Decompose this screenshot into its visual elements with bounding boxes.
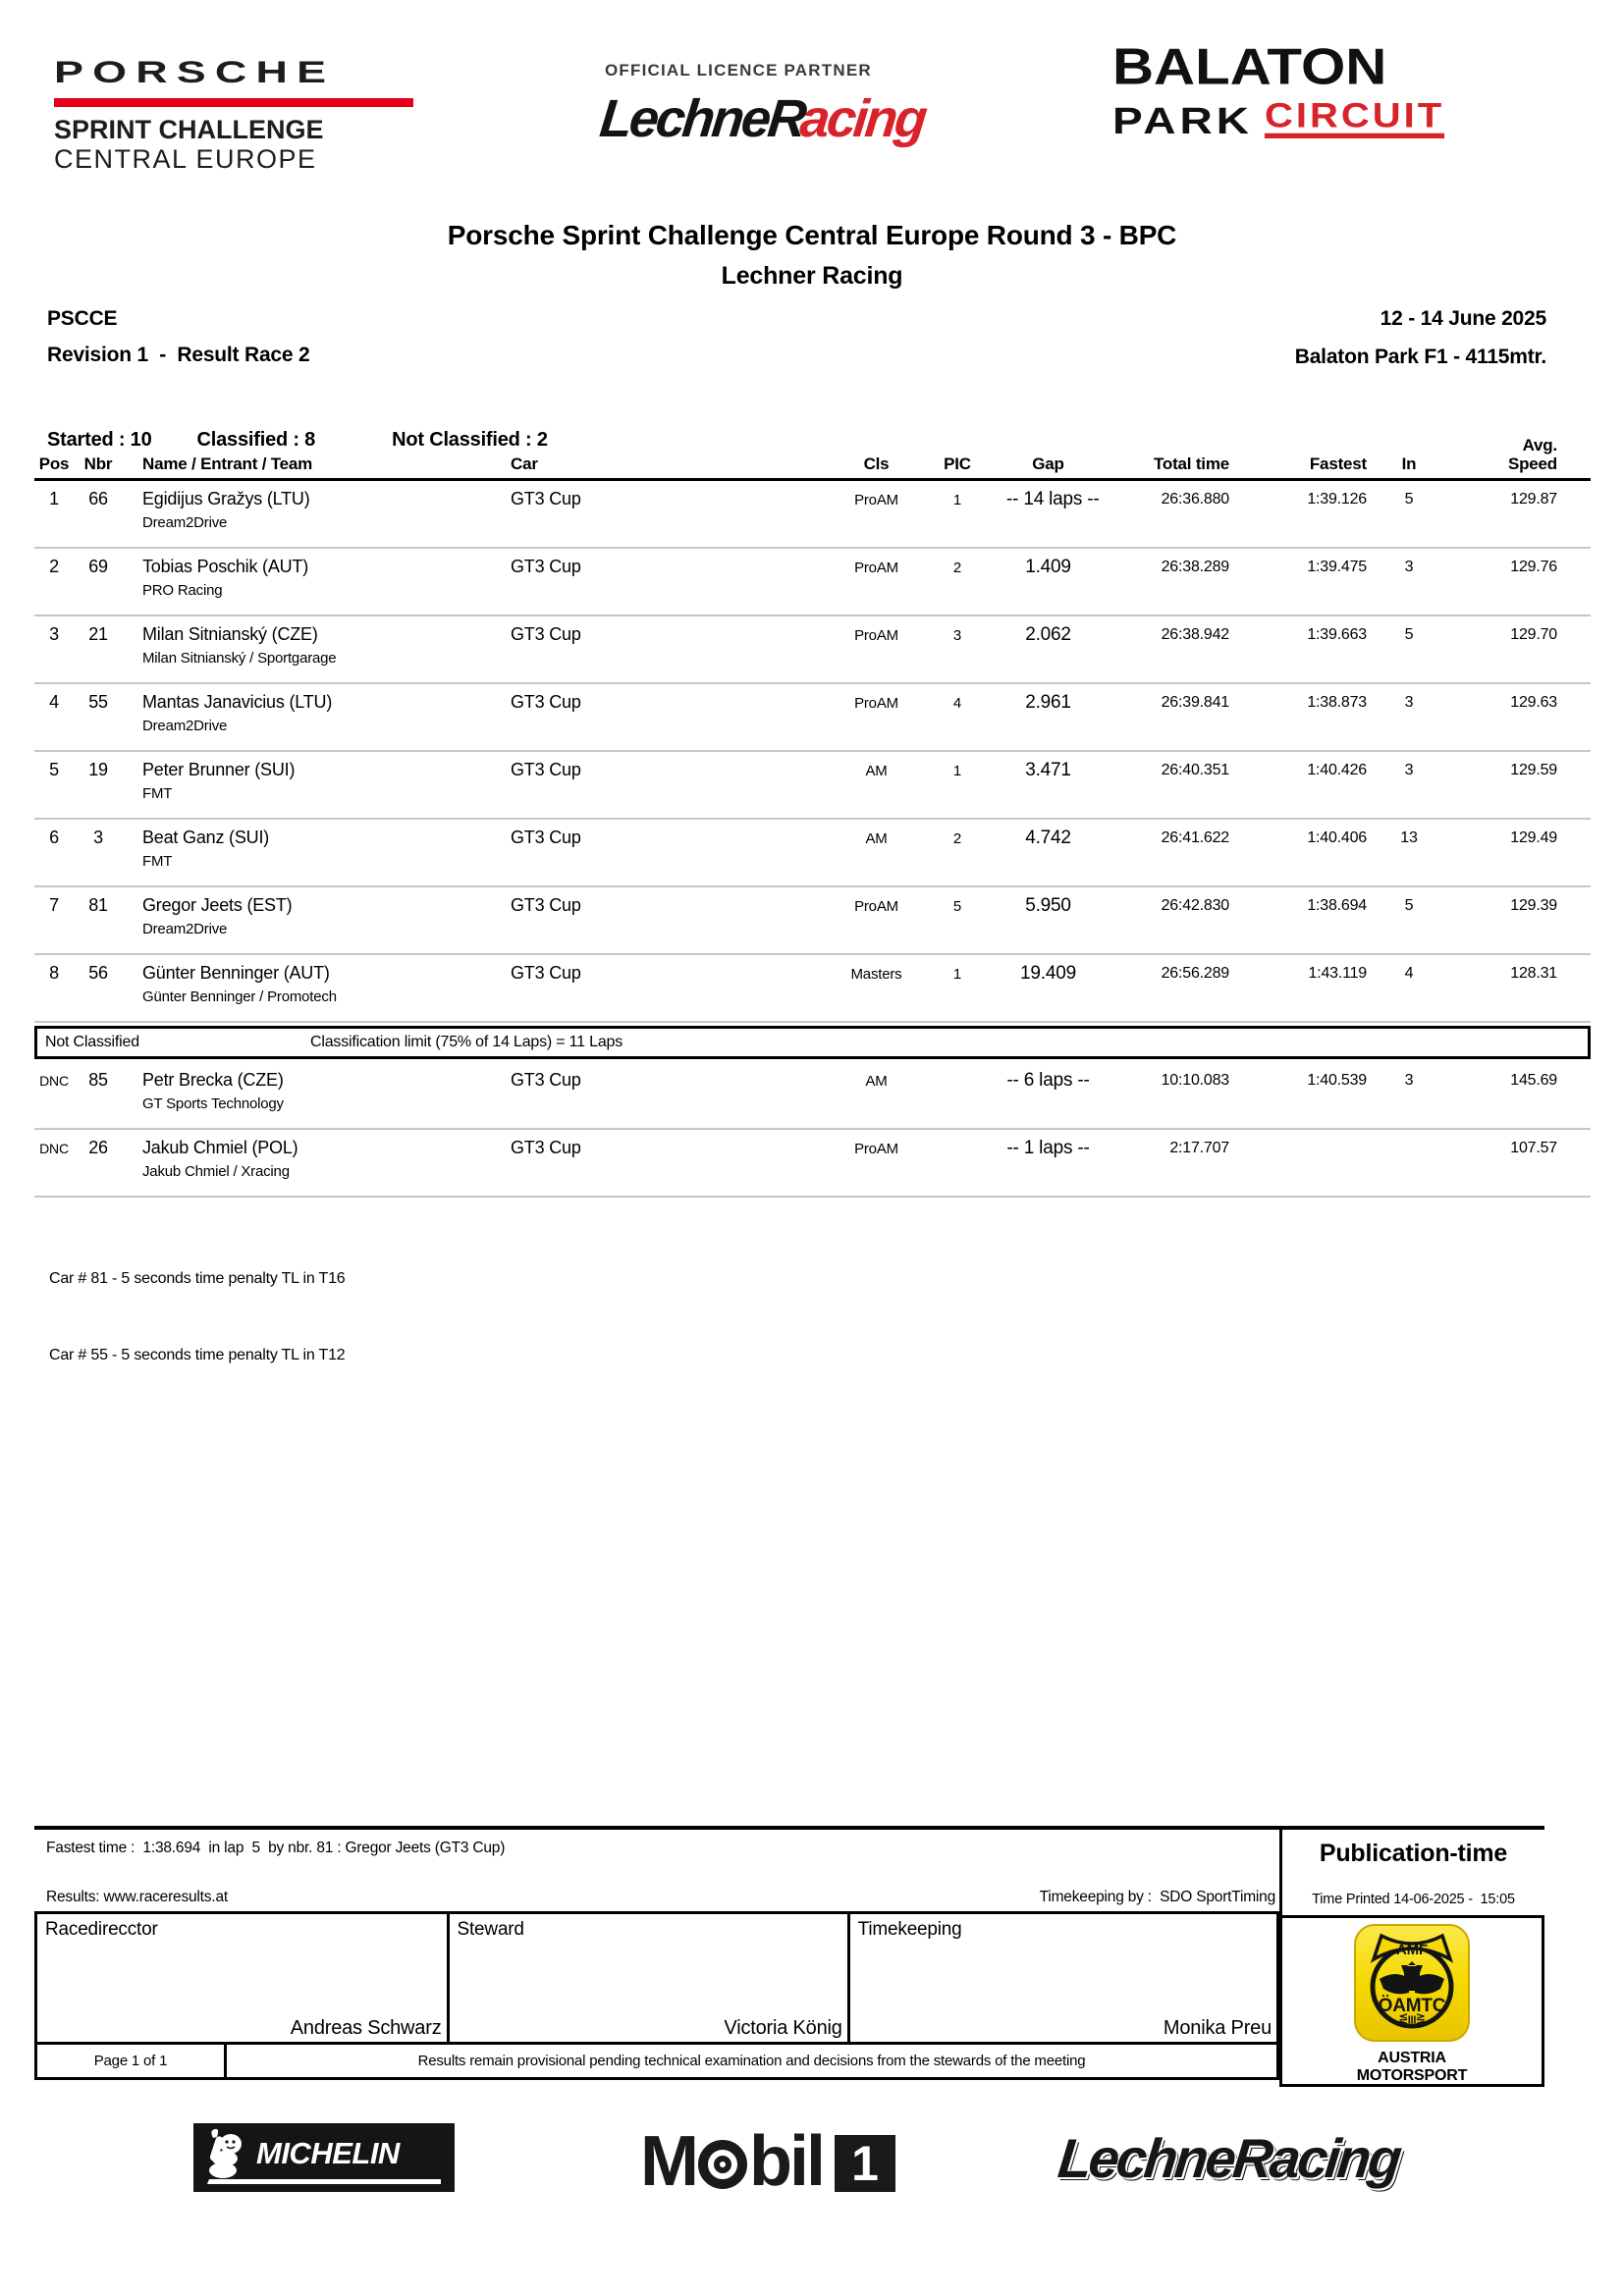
cell-gap: -- 6 laps --	[1006, 1070, 1090, 1091]
team-name: Milan Sitnianský / Sportgarage	[142, 650, 337, 667]
cell-total-time: 26:40.351	[1161, 762, 1229, 778]
cell-class: AM	[865, 763, 888, 779]
table-row	[34, 955, 1591, 1023]
cell-fastest-lap: 1:39.475	[1307, 559, 1367, 575]
svg-text:⋚III⋛: ⋚III⋛	[1398, 2014, 1426, 2026]
cell-fastest-lap-number: 3	[1404, 559, 1414, 575]
results-url: Results: www.raceresults.at	[46, 1889, 228, 1905]
motorsport-label: MOTORSPORT	[1356, 2067, 1468, 2084]
driver-name: Peter Brunner (SUI)	[142, 760, 296, 779]
cell-position-in-class: 1	[952, 763, 962, 779]
driver-name: Milan Sitnianský (CZE)	[142, 624, 318, 644]
cell-position-in-class: 4	[952, 695, 962, 712]
timekeeping-by-label: Timekeeping by : SDO SportTiming	[1039, 1889, 1275, 1905]
page-subtitle: Lechner Racing	[721, 262, 903, 290]
cell-driver-team	[123, 624, 501, 667]
cell-fastest-lap: 1:40.406	[1307, 829, 1367, 846]
cell-fastest-lap: 1:40.426	[1307, 762, 1367, 778]
cell-driver-team	[123, 828, 501, 870]
balaton-circuit-wordmark: CIRCUIT	[1265, 99, 1444, 138]
table-row	[34, 820, 1591, 887]
cell-car-number: 66	[88, 489, 108, 508]
cell-gap: 2.062	[1025, 624, 1071, 645]
cell-position-in-class	[908, 1138, 1006, 1180]
mobil-m: M	[640, 2122, 696, 2201]
cell-class: ProAM	[854, 560, 898, 576]
cell-gap: -- 14 laps --	[1006, 489, 1100, 509]
page-footer-row	[34, 2045, 1279, 2080]
cell-fastest-lap-number: 5	[1404, 897, 1414, 914]
cell-position-in-class: 3	[952, 627, 962, 644]
mobil-o-icon	[698, 2140, 747, 2189]
lechner-logo-black-part: LechneR	[597, 89, 807, 148]
cell-driver-team	[123, 489, 501, 531]
cell-car-model: GT3 Cup	[511, 963, 581, 983]
michelin-underline	[219, 2179, 441, 2184]
michelin-man-icon	[201, 2128, 252, 2187]
cell-class: ProAM	[854, 1141, 898, 1157]
provisional-disclaimer: Results remain provisional pending technical examination and decisions from the stewards of the meeting	[417, 2053, 1086, 2069]
table-row	[34, 1130, 1591, 1198]
driver-name: Beat Ganz (SUI)	[142, 828, 270, 847]
driver-name: Mantas Janavicius (LTU)	[142, 692, 333, 712]
revision-result-label: Revision 1 - Result Race 2	[47, 344, 310, 366]
publication-block	[1279, 1830, 1544, 2087]
timekeeping-name: Monika Preu	[1163, 2017, 1272, 2039]
header-in: In	[1401, 454, 1417, 473]
stat-not-classified: Not Classified : 2	[392, 429, 548, 451]
cell-fastest-lap: 1:38.694	[1307, 897, 1367, 914]
page-number: Page 1 of 1	[37, 2045, 227, 2077]
signature-timekeeping-cell	[847, 1914, 1276, 2042]
team-name: GT Sports Technology	[142, 1095, 284, 1112]
cell-driver-team	[123, 760, 501, 802]
cell-total-time: 26:39.841	[1161, 694, 1229, 711]
cell-position: 2	[49, 557, 59, 576]
cell-class: AM	[865, 1073, 888, 1090]
cell-total-time: 26:56.289	[1161, 965, 1229, 982]
cell-position: 5	[49, 760, 59, 779]
cell-driver-team	[123, 692, 501, 734]
lechner-racing-bottom-logo: LechneRacing	[1055, 2127, 1403, 2189]
fastest-time-summary: Fastest time : 1:38.694 in lap 5 by nbr. 81 : Gregor Jeets (GT3 Cup)	[46, 1840, 506, 1856]
classification-limit-rule: Classification limit (75% of 14 Laps) = 11 Laps	[310, 1034, 623, 1050]
table-row	[34, 752, 1591, 820]
signature-racedirector-cell	[37, 1914, 447, 2042]
cell-car-model: GT3 Cup	[511, 624, 581, 644]
cell-position-in-class	[908, 1070, 1006, 1112]
cell-fastest-lap-number: 4	[1404, 965, 1414, 982]
cell-class: ProAM	[854, 695, 898, 712]
cell-driver-team	[123, 557, 501, 599]
cell-car-number: 3	[93, 828, 103, 847]
driver-name: Egidijus Gražys (LTU)	[142, 489, 310, 508]
table-row	[34, 887, 1591, 955]
cell-fastest-lap-number: 5	[1404, 491, 1414, 507]
cell-gap: -- 1 laps --	[1006, 1138, 1090, 1158]
table-row	[34, 1062, 1591, 1130]
cell-position: 6	[49, 828, 59, 847]
cell-gap: 5.950	[1025, 895, 1071, 916]
balaton-park-circuit-logo	[1112, 37, 1596, 142]
cell-car-number: 81	[88, 895, 108, 915]
header-nbr: Nbr	[83, 454, 113, 473]
footer-left-block	[34, 1830, 1279, 2087]
cell-position: DNC	[39, 1141, 69, 1156]
porsche-red-bar	[54, 98, 413, 107]
cell-class: ProAM	[854, 492, 898, 508]
results-table	[34, 436, 1591, 1198]
team-name: FMT	[142, 785, 173, 802]
driver-name: Petr Brecka (CZE)	[142, 1070, 284, 1090]
table-row	[34, 481, 1591, 549]
header-pos: Pos	[38, 454, 70, 473]
header-avg-speed	[1443, 436, 1591, 473]
cell-fastest-lap-number: 5	[1404, 626, 1414, 643]
driver-name: Gregor Jeets (EST)	[142, 895, 293, 915]
header-gap: Gap	[1032, 454, 1064, 473]
cell-position-in-class: 5	[952, 898, 962, 915]
signature-table	[34, 1911, 1279, 2045]
cell-class: ProAM	[854, 898, 898, 915]
page-title: Porsche Sprint Challenge Central Europe Round 3 - BPC	[447, 220, 1177, 250]
licence-partner-block	[597, 61, 1039, 149]
cell-fastest-lap: 1:40.539	[1307, 1072, 1367, 1089]
lechner-racing-logo	[597, 88, 1046, 149]
team-name: FMT	[142, 853, 173, 870]
cell-total-time: 26:38.942	[1161, 626, 1229, 643]
cell-fastest-lap-number: 3	[1404, 694, 1414, 711]
cell-car-number: 69	[88, 557, 108, 576]
driver-name: Jakub Chmiel (POL)	[142, 1138, 298, 1157]
austria-label: AUSTRIA	[1378, 2050, 1446, 2066]
not-classified-bar	[34, 1026, 1591, 1059]
cell-position-in-class: 2	[952, 560, 962, 576]
cell-total-time: 26:38.289	[1161, 559, 1229, 575]
series-code: PSCCE	[47, 307, 118, 330]
cell-car-model: GT3 Cup	[511, 828, 581, 847]
cell-car-number: 55	[88, 692, 108, 712]
cell-total-time: 10:10.083	[1161, 1072, 1229, 1089]
balaton-wordmark: BALATON	[1112, 37, 1387, 95]
racedirector-role-label: Racedirecctor	[45, 1919, 158, 1940]
cell-fastest-lap-number: 3	[1404, 762, 1414, 778]
cell-class: ProAM	[854, 627, 898, 644]
mobil-one: 1	[851, 2136, 879, 2191]
cell-fastest-lap-number	[1375, 1138, 1443, 1180]
header-pic: PIC	[944, 454, 971, 473]
track-info: Balaton Park F1 - 4115mtr.	[1294, 346, 1546, 368]
cell-position-in-class: 1	[952, 966, 962, 983]
header-fastest: Fastest	[1309, 454, 1367, 473]
cell-driver-team	[123, 895, 501, 937]
event-date: 12 - 14 June 2025	[1380, 307, 1546, 330]
header-total-time: Total time	[1153, 454, 1229, 473]
cell-avg-speed: 129.63	[1510, 694, 1557, 711]
cell-avg-speed: 128.31	[1510, 965, 1557, 982]
classified-rows	[34, 481, 1591, 1023]
cell-car-model: GT3 Cup	[511, 760, 581, 779]
not-classified-rows	[34, 1062, 1591, 1198]
cell-total-time: 26:42.830	[1161, 897, 1229, 914]
cell-avg-speed: 129.59	[1510, 762, 1557, 778]
cell-car-model: GT3 Cup	[511, 489, 581, 508]
cell-driver-team	[123, 1138, 501, 1180]
cell-gap: 3.471	[1025, 760, 1071, 780]
cell-car-model: GT3 Cup	[511, 1070, 581, 1090]
porsche-central-europe-label: CENTRAL EUROPE	[54, 144, 317, 174]
cell-fastest-lap	[1237, 1138, 1375, 1180]
official-licence-partner-label: OFFICIAL LICENCE PARTNER	[605, 61, 872, 80]
team-name: Günter Benninger / Promotech	[142, 988, 337, 1005]
cell-class: AM	[865, 830, 888, 847]
cell-avg-speed: 129.87	[1510, 491, 1557, 507]
mobil1-logo	[640, 2122, 895, 2201]
driver-name: Tobias Poschik (AUT)	[142, 557, 309, 576]
signature-steward-cell	[447, 1914, 847, 2042]
cell-car-model: GT3 Cup	[511, 1138, 581, 1157]
table-row	[34, 684, 1591, 752]
cell-car-number: 56	[88, 963, 108, 983]
cell-driver-team	[123, 963, 501, 1005]
cell-total-time: 2:17.707	[1169, 1140, 1229, 1156]
cell-car-model: GT3 Cup	[511, 557, 581, 576]
table-row	[34, 616, 1591, 684]
steward-name: Victoria König	[724, 2017, 842, 2039]
cell-position: 4	[49, 692, 59, 712]
cell-gap: 4.742	[1025, 828, 1071, 848]
cell-avg-speed: 145.69	[1510, 1072, 1557, 1089]
header-cls: Cls	[863, 454, 890, 473]
cell-car-number: 19	[88, 760, 108, 779]
stat-classified: Classified : 8	[196, 429, 316, 451]
cell-fastest-lap: 1:43.119	[1308, 965, 1367, 982]
cell-gap: 1.409	[1025, 557, 1071, 577]
not-classified-label: Not Classified	[45, 1034, 139, 1050]
cell-avg-speed: 107.57	[1510, 1140, 1557, 1156]
table-header-row	[34, 436, 1591, 481]
penalty-note-1: Car # 81 - 5 seconds time penalty TL in T16	[49, 1270, 346, 1287]
cell-fastest-lap: 1:39.663	[1307, 626, 1367, 643]
michelin-wordmark: MICHELIN	[256, 2136, 400, 2170]
mobil-one-box	[835, 2135, 895, 2192]
cell-fastest-lap: 1:39.126	[1307, 491, 1367, 507]
header-name-entrant-team: Name / Entrant / Team	[142, 454, 313, 473]
team-name: Dream2Drive	[142, 514, 228, 531]
porsche-sprint-challenge-label: SPRINT CHALLENGE	[54, 115, 324, 144]
cell-position: 3	[49, 624, 59, 644]
cell-position: DNC	[39, 1073, 69, 1089]
cell-car-model: GT3 Cup	[511, 692, 581, 712]
cell-avg-speed: 129.39	[1510, 897, 1557, 914]
svg-text:ÖAMTC: ÖAMTC	[1378, 1996, 1446, 2016]
cell-total-time: 26:36.880	[1161, 491, 1229, 507]
cell-position-in-class: 1	[952, 492, 962, 508]
porsche-logo	[54, 49, 413, 174]
footer	[34, 1826, 1544, 2087]
table-row	[34, 549, 1591, 616]
austria-motorsport-box	[1282, 1915, 1544, 2087]
racedirector-name: Andreas Schwarz	[290, 2017, 442, 2039]
cell-fastest-lap-number: 3	[1404, 1072, 1414, 1089]
cell-car-number: 26	[88, 1138, 108, 1157]
svg-text:AMF: AMF	[1396, 1942, 1428, 1958]
team-name: PRO Racing	[142, 582, 223, 599]
mobil-bil: bil	[748, 2122, 823, 2201]
cell-avg-speed: 129.49	[1510, 829, 1557, 846]
team-name: Dream2Drive	[142, 921, 228, 937]
lechner-logo-red-part: acing	[797, 89, 928, 148]
team-name: Dream2Drive	[142, 718, 228, 734]
cell-fastest-lap-number: 13	[1400, 829, 1418, 846]
steward-role-label: Steward	[457, 1919, 524, 1940]
michelin-logo	[193, 2123, 455, 2192]
cell-fastest-lap: 1:38.873	[1307, 694, 1367, 711]
cell-car-number: 85	[88, 1070, 108, 1090]
cell-driver-team	[123, 1070, 501, 1112]
cell-position-in-class: 2	[952, 830, 962, 847]
stat-started: Started : 10	[47, 429, 152, 451]
cell-position: 8	[49, 963, 59, 983]
penalty-notes	[49, 1215, 346, 1419]
timekeeping-role-label: Timekeeping	[857, 1919, 962, 1940]
cell-gap: 19.409	[1020, 963, 1076, 984]
cell-position: 7	[49, 895, 59, 915]
cell-car-model: GT3 Cup	[511, 895, 581, 915]
cell-gap: 2.961	[1025, 692, 1071, 713]
cell-avg-speed: 129.70	[1510, 626, 1557, 643]
time-printed-label: Time Printed 14-06-2025 - 15:05	[1312, 1892, 1515, 1907]
cell-avg-speed: 129.76	[1510, 559, 1557, 575]
cell-class: Masters	[850, 966, 902, 983]
driver-name: Günter Benninger (AUT)	[142, 963, 330, 983]
header-avg-line1: Avg.	[1522, 436, 1557, 454]
oamtc-logo	[1352, 1922, 1472, 2044]
porsche-wordmark: PORSCHE	[54, 55, 336, 90]
penalty-note-2: Car # 55 - 5 seconds time penalty TL in T12	[49, 1347, 346, 1363]
header-avg-line2: Speed	[1507, 454, 1557, 473]
team-name: Jakub Chmiel / Xracing	[142, 1163, 290, 1180]
header-car: Car	[511, 454, 538, 473]
cell-position: 1	[49, 489, 59, 508]
cell-total-time: 26:41.622	[1161, 829, 1229, 846]
publication-time-title: Publication-time	[1319, 1840, 1508, 1867]
balaton-park-wordmark: PARK	[1112, 99, 1253, 142]
cell-car-number: 21	[88, 624, 108, 644]
